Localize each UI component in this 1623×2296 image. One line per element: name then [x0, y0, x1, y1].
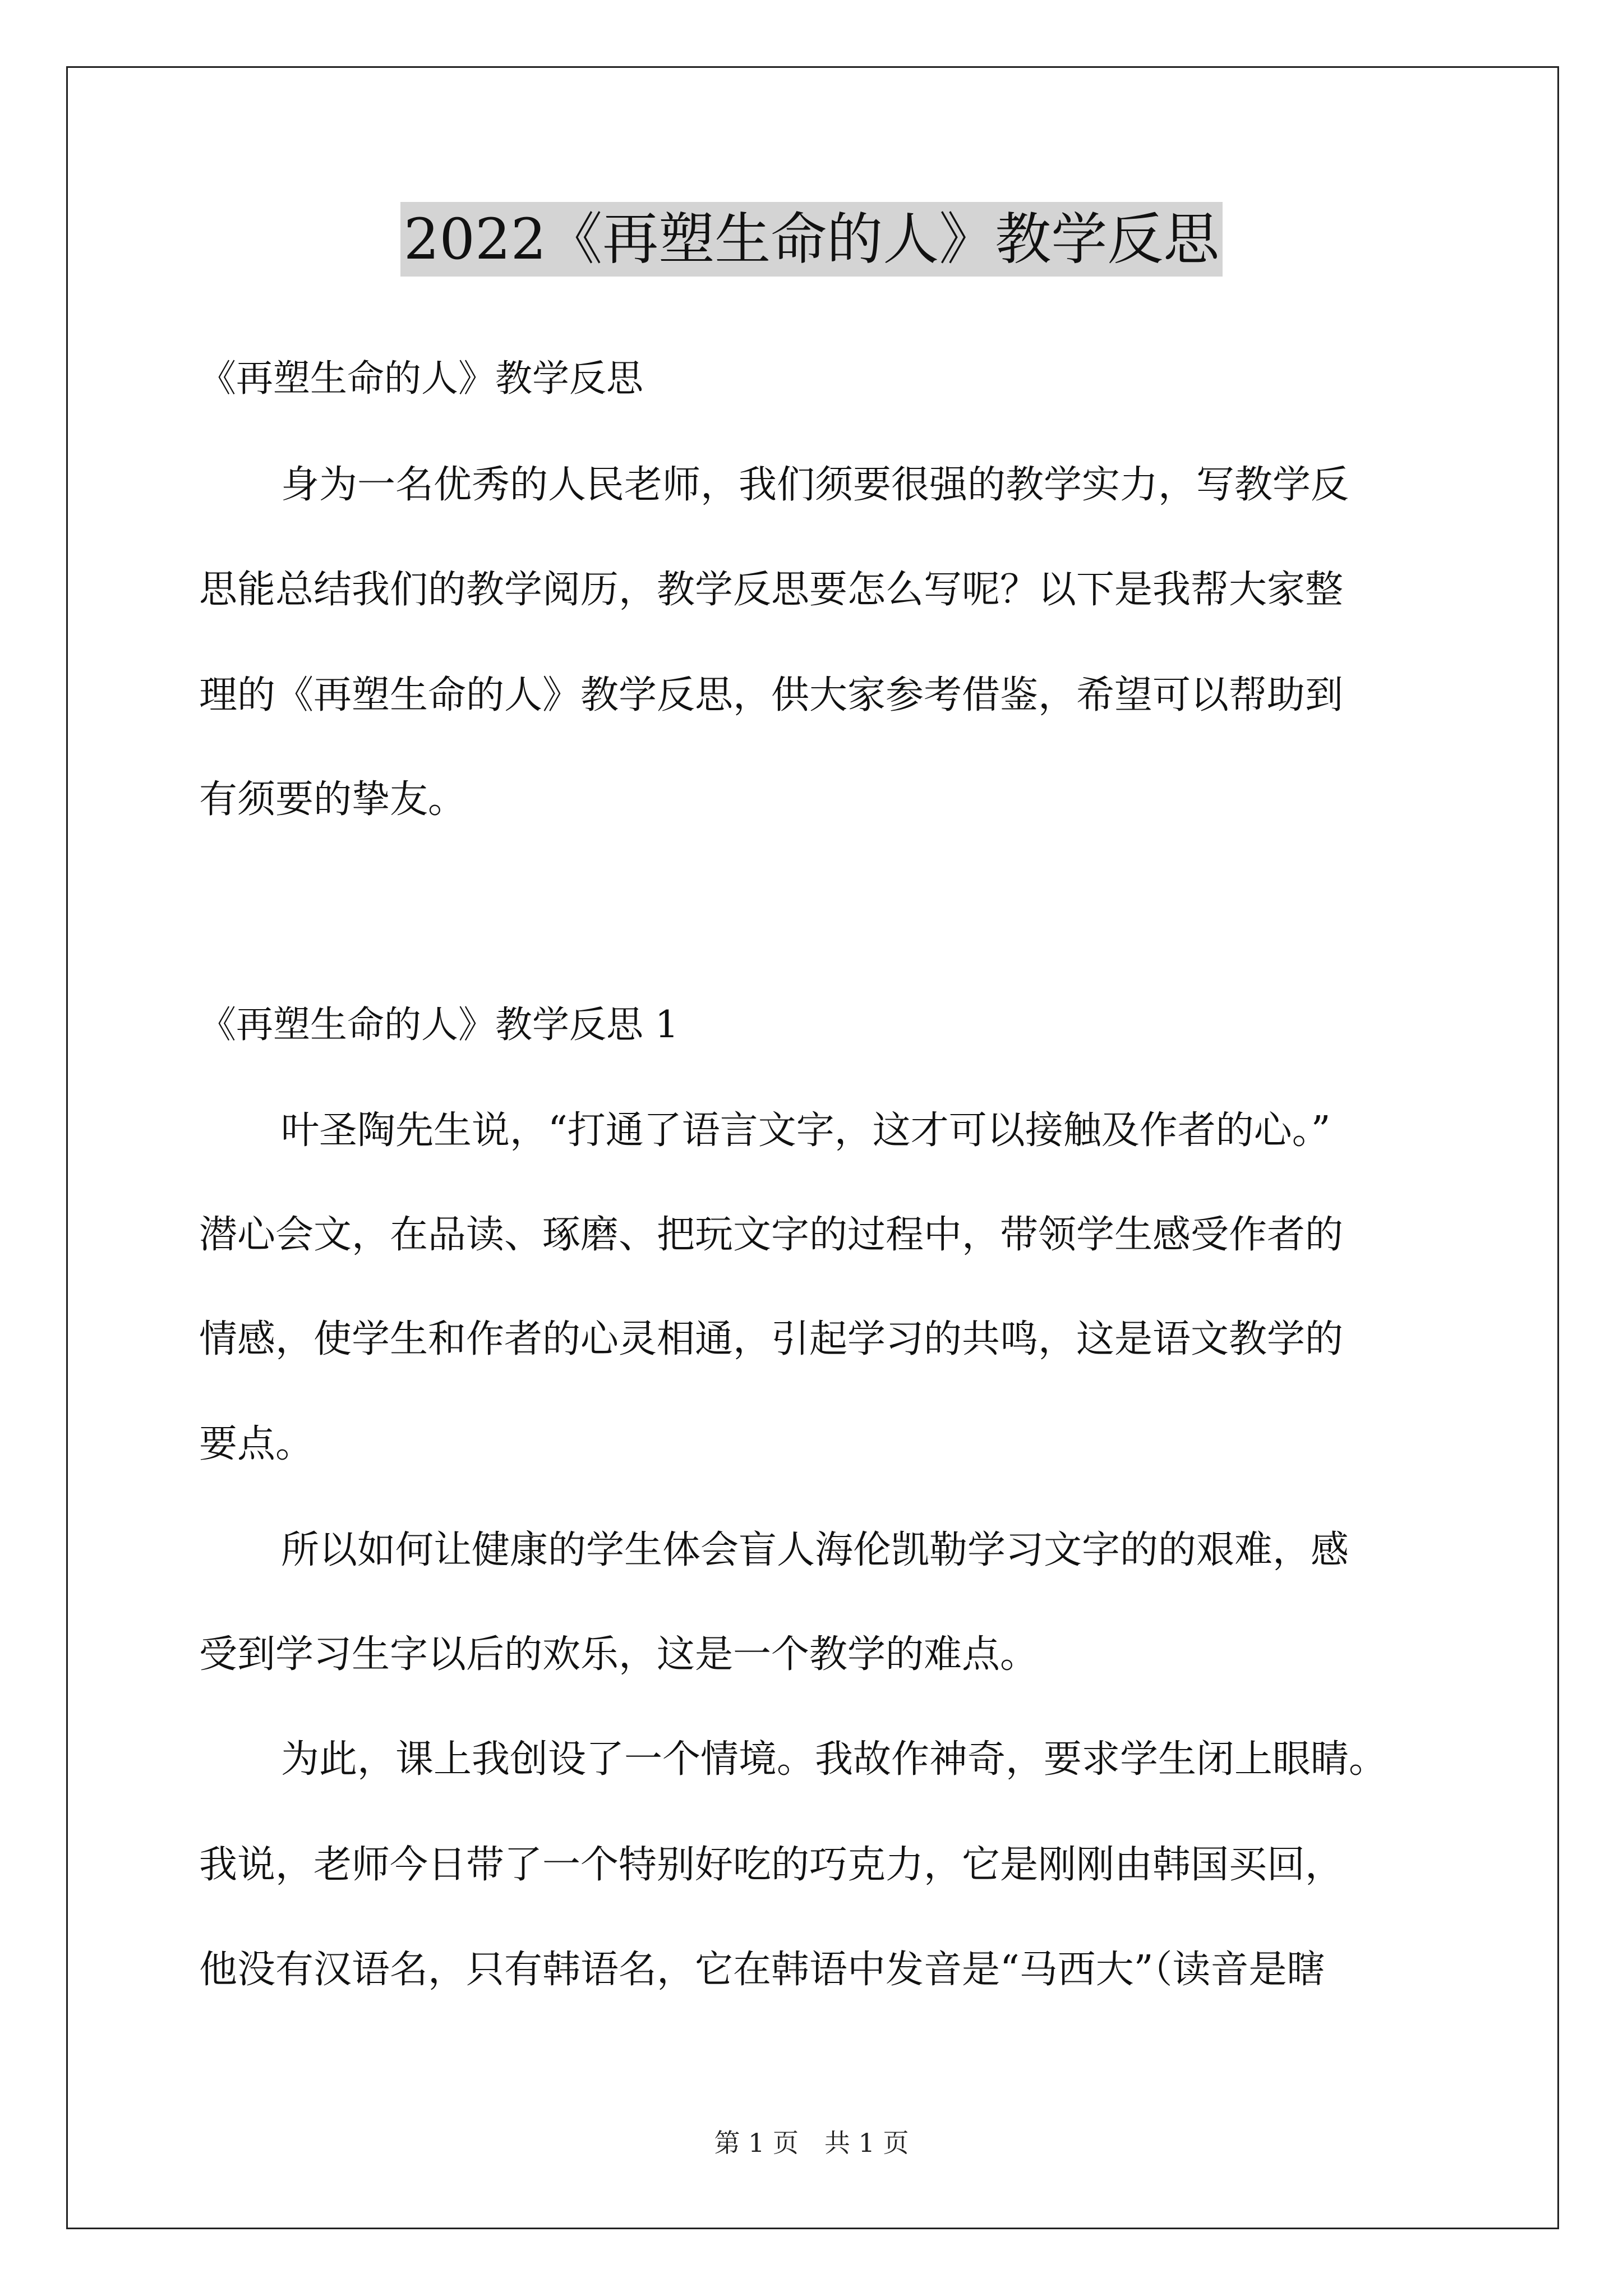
- intro-line: 理的《再塑生命的人》教学反思，供大家参考借鉴，希望可以帮助到: [199, 673, 1344, 717]
- section1-para1-line: 情感，使学生和作者的心灵相通，引起学习的共鸣，这是语文教学的: [199, 1317, 1344, 1361]
- section1-para1-line: 要点。: [199, 1422, 314, 1466]
- intro-heading: 《再塑生命的人》教学反思: [199, 357, 643, 400]
- intro-line: 身为一名优秀的人民老师，我们须要很强的教学实力，写教学反: [281, 463, 1349, 507]
- intro-line: 思能总结我们的教学阅历，教学反思要怎么写呢？以下是我帮大家整: [199, 568, 1344, 612]
- section1-para1-line: 潜心会文，在品读、琢磨、把玩文字的过程中，带领学生感受作者的: [199, 1213, 1344, 1257]
- section1-heading: 《再塑生命的人》教学反思 1: [199, 1003, 679, 1046]
- section1-para2-line: 受到学习生字以后的欢乐，这是一个教学的难点。: [199, 1632, 1039, 1677]
- document-title: 2022《再塑生命的人》教学反思: [0, 197, 1623, 282]
- intro-line: 有须要的挚友。: [199, 777, 467, 822]
- section1-para3-line: 为此，课上我创设了一个情境。我故作神奇，要求学生闭上眼睛。: [281, 1737, 1387, 1782]
- section1-para3-line: 他没有汉语名，只有韩语名，它在韩语中发音是“马西大”（读音是瞎: [199, 1948, 1325, 1992]
- section1-para1-line: 叶圣陶先生说，“打通了语言文字，这才可以接触及作者的心。”: [281, 1108, 1331, 1153]
- page-footer: 第 1 页 共 1 页: [714, 2128, 909, 2158]
- section1-para3-line: 我说，老师今日带了一个特别好吃的巧克力，它是刚刚由韩国买回，: [199, 1843, 1344, 1887]
- section1-para2-line: 所以如何让健康的学生体会盲人海伦凯勒学习文字的的艰难，感: [281, 1528, 1349, 1572]
